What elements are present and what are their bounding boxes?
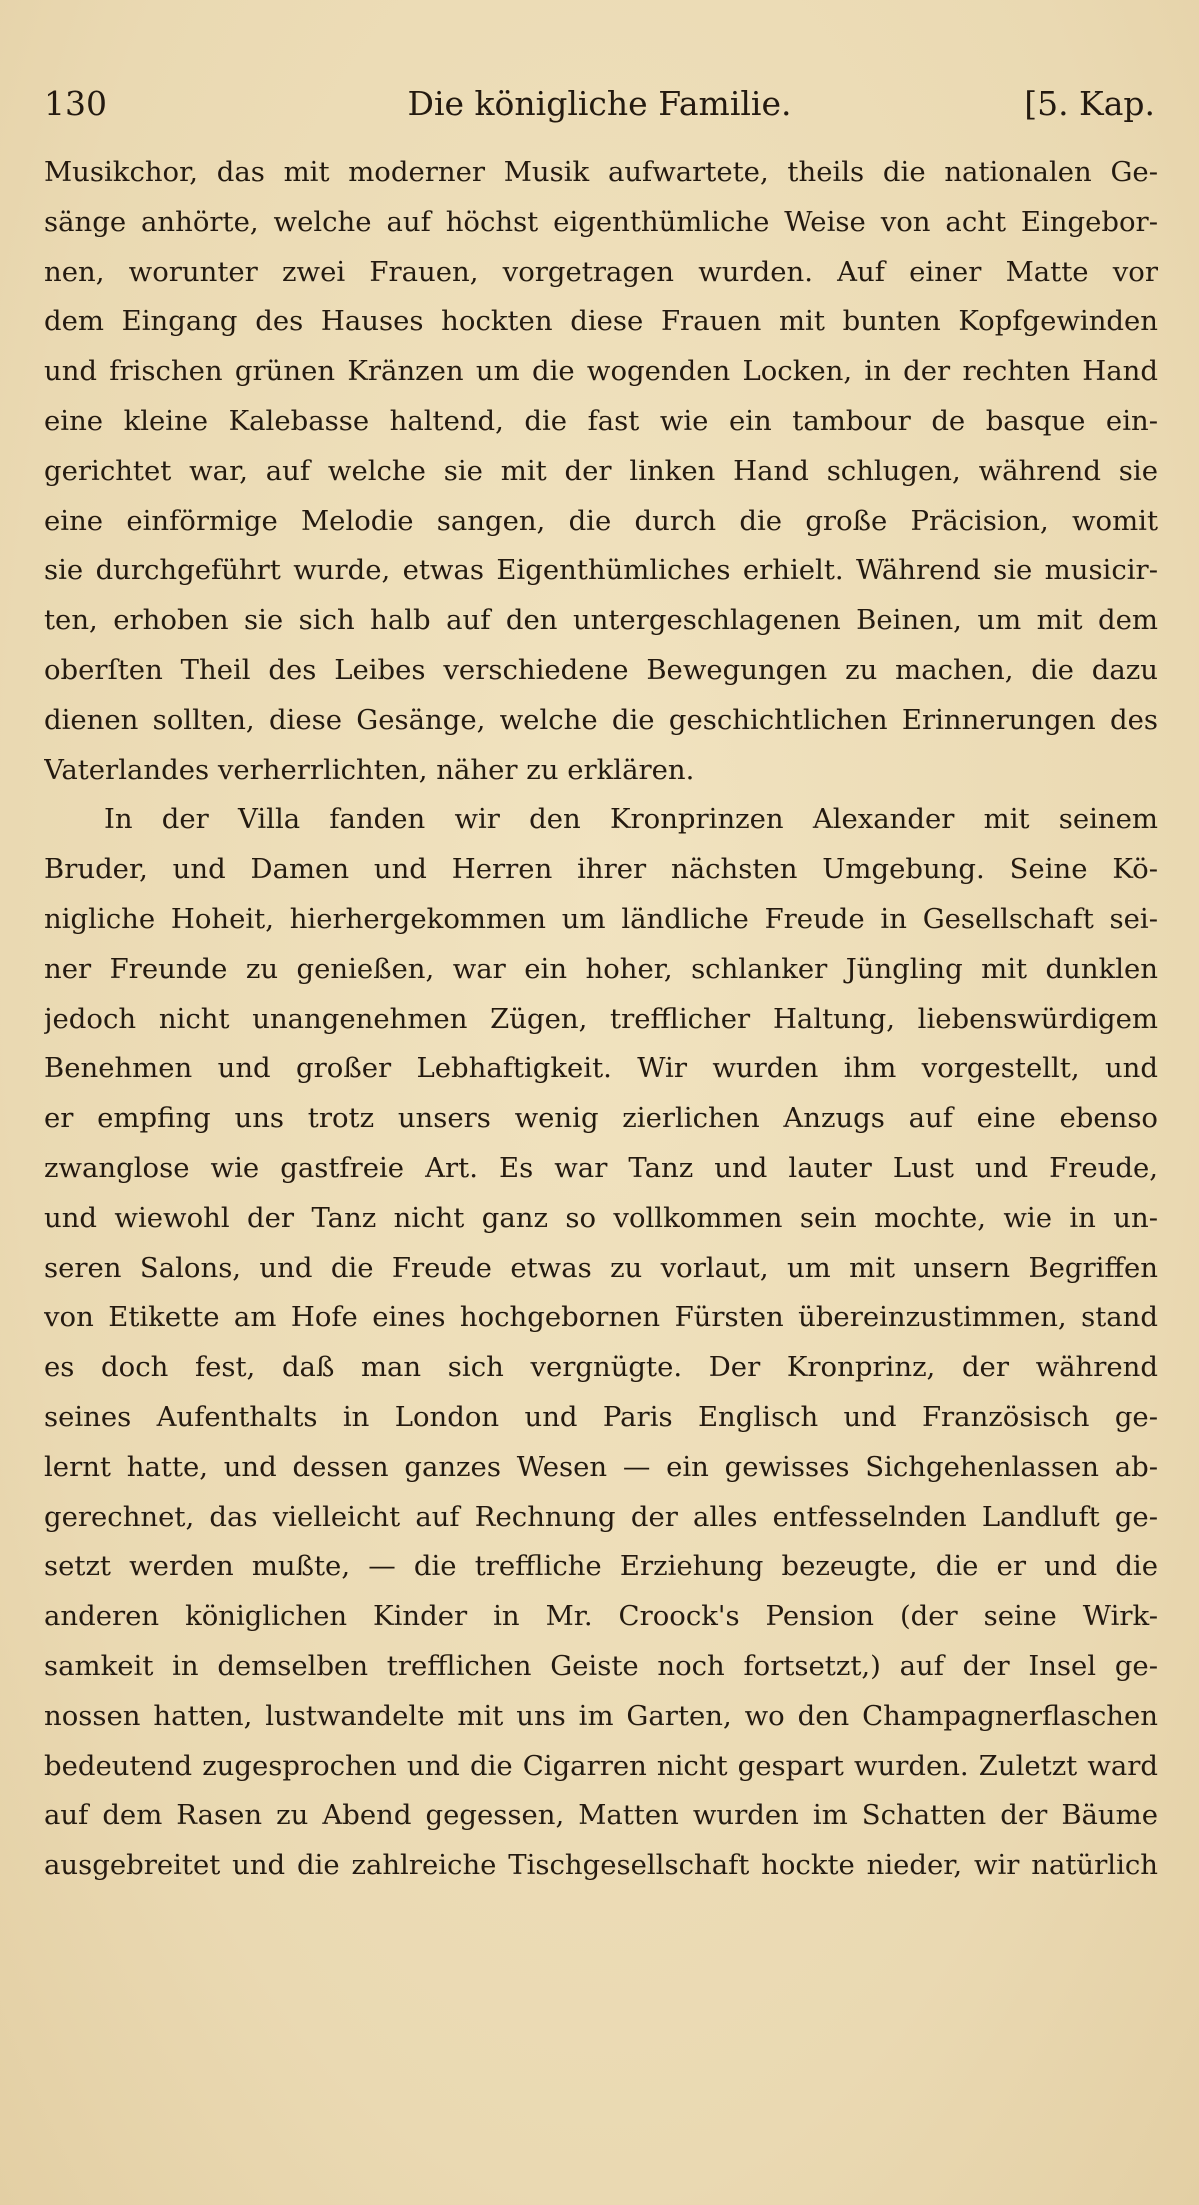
text-line: von Etikette am Hofe eines hochgebornen Fürsten übereinzustimmen, stand <box>44 1301 1158 1334</box>
paragraph-start-line: In der Villa fanden wir den Kronprinzen Alexander mit seinem <box>104 803 1158 836</box>
text-line: gerichtet war, auf welche sie mit der linken Hand schlugen, während sie <box>44 454 1158 487</box>
text-line: ten, erhoben sie sich halb auf den untergeschlagenen Beinen, um mit dem <box>44 604 1158 637</box>
text-line: zwanglose wie gastfreie Art. Es war Tanz und lauter Lust und Freude, <box>44 1151 1158 1184</box>
text-line: nossen hatten, lustwandelte mit uns im Garten, wo den Champagnerflaschen <box>44 1699 1158 1732</box>
text-line: seines Aufenthalts in London und Paris Englisch und Französisch ge- <box>44 1400 1158 1433</box>
text-line: nen, worunter zwei Frauen, vorgetragen wurden. Auf einer Matte vor <box>44 255 1158 288</box>
text-line: Musikchor, das mit moderner Musik aufwartete, theils die nationalen Ge- <box>44 156 1158 188</box>
text-line: dem Eingang des Hauses hockten diese Frauen mit bunten Kopfgewinden <box>44 305 1158 338</box>
text-line: es doch fest, daß man sich vergnügte. Der Kronprinz, der während <box>44 1351 1158 1384</box>
text-line: nigliche Hoheit, hierhergekommen um ländliche Freude in Gesellschaft sei- <box>44 902 1158 935</box>
text-line: lernt hatte, und dessen ganzes Wesen — ein gewisses Sichgehenlassen ab- <box>44 1450 1158 1483</box>
text-line: Benehmen und großer Lebhaftigkeit. Wir wurden ihm vorgestellt, und <box>44 1052 1158 1085</box>
text-line: und wiewohl der Tanz nicht ganz so vollkommen sein mochte, wie in un- <box>44 1201 1158 1234</box>
text-line: setzt werden mußte, — die treffliche Erziehung bezeugte, die er und die <box>44 1550 1158 1583</box>
running-title: Die königliche Familie. <box>407 84 792 123</box>
body-text <box>44 148 1158 1891</box>
text-line: gerechnet, das vielleicht auf Rechnung der alles entfesselnden Landluft ge- <box>44 1500 1158 1533</box>
paragraph-end-line: Vaterlandes verherrlichten, näher zu erklären. <box>44 753 695 786</box>
text-line: samkeit in demselben trefflichen Geiste noch fortsetzt,) auf der Insel ge- <box>44 1649 1158 1682</box>
chapter-label: [5. Kap. <box>1024 84 1155 123</box>
text-line: und frischen grünen Kränzen um die wogenden Locken, in der rechten Hand <box>44 355 1158 388</box>
text-line: Bruder, und Damen und Herren ihrer nächsten Umgebung. Seine Kö- <box>44 853 1158 886</box>
text-line: sie durchgeführt wurde, etwas Eigenthümliches erhielt. Während sie musicir- <box>44 554 1158 587</box>
text-line: auf dem Rasen zu Abend gegessen, Matten wurden im Schatten der Bäume <box>44 1799 1158 1832</box>
page-number: 130 <box>44 84 107 123</box>
text-line: anderen königlichen Kinder in Mr. Croock's Pension (der seine Wirk- <box>44 1600 1158 1633</box>
text-line: oberſten Theil des Leibes verschiedene Bewegungen zu machen, die dazu <box>44 653 1158 686</box>
text-line: ausgebreitet und die zahlreiche Tischgesellschaft hockte nieder, wir natürlich <box>44 1849 1158 1882</box>
running-head <box>44 76 1155 132</box>
text-line: eine einförmige Melodie sangen, die durch die große Präcision, womit <box>44 504 1158 537</box>
text-line: seren Salons, und die Freude etwas zu vorlaut, um mit unsern Begriffen <box>44 1251 1158 1284</box>
text-line: jedoch nicht unangenehmen Zügen, trefflicher Haltung, liebenswürdigem <box>44 1002 1158 1035</box>
text-line: dienen sollten, diese Gesänge, welche die geschichtlichen Erinnerungen des <box>44 703 1158 736</box>
text-line: er empfing uns trotz unsers wenig zierlichen Anzugs auf eine ebenso <box>44 1102 1158 1135</box>
text-line: sänge anhörte, welche auf höchst eigenthümliche Weise von acht Eingebor- <box>44 205 1158 238</box>
text-line: eine kleine Kalebasse haltend, die fast wie ein tambour de basque ein- <box>44 404 1158 437</box>
text-line: ner Freunde zu genießen, war ein hoher, schlanker Jüngling mit dunklen <box>44 952 1158 985</box>
text-line: bedeutend zugesprochen und die Cigarren nicht gespart wurden. Zuletzt ward <box>44 1749 1158 1782</box>
